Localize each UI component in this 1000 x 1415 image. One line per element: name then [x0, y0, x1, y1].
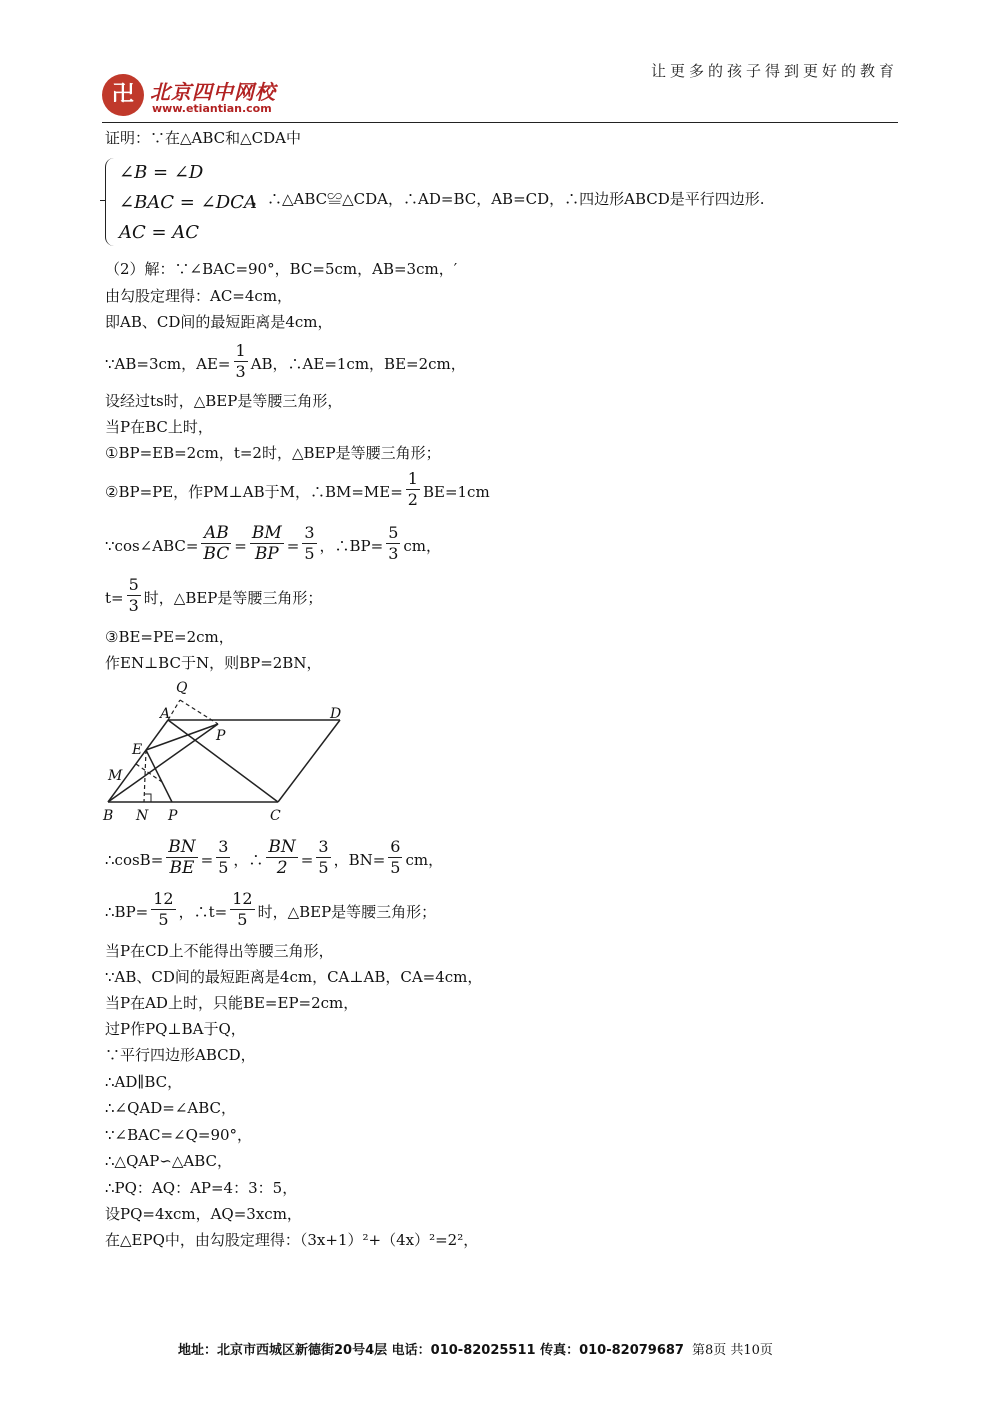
text-line: ∵AB、CD间的最短距离是4cm，CA⊥AB，CA=4cm， — [105, 968, 483, 986]
fraction: $\frac{BM}{BP}$ — [251, 522, 282, 564]
fraction: $\frac{3}{5}$ — [304, 522, 315, 563]
label-P-bottom: P — [168, 808, 178, 824]
fraction: $\frac{5}{3}$ — [128, 574, 139, 615]
text-line: ∴△QAP∽△ABC， — [105, 1152, 233, 1170]
cosB-equation: ∴cosB= $\frac{BN}{BE}$ = $\frac{3}{5}$ ，∴ $\frac{BN}{2}$ = $\frac{3}{5}$ ，BN= $\frac{6}{5}$ cm， — [105, 836, 444, 878]
text-line: 设PQ=4xcm，AQ=3xcm， — [105, 1205, 302, 1223]
text-line-with-fraction: ∵AB=3cm，AE= $\frac{1}{3}$ AB，∴AE=1cm，BE=2cm， — [105, 340, 466, 381]
label-A: A — [160, 706, 171, 722]
fraction: $\frac{6}{5}$ — [390, 836, 401, 877]
fraction: $\frac{BN}{2}$ — [268, 836, 296, 878]
parallelogram-figure — [100, 678, 360, 826]
text-line: 由勾股定理得：AC=4cm， — [105, 287, 293, 305]
label-Q: Q — [176, 680, 188, 696]
brace — [105, 158, 114, 246]
label-B: B — [103, 808, 114, 824]
segment-CD — [278, 720, 340, 802]
text-line: 过P作PQ⊥BA于Q， — [105, 1020, 246, 1038]
logo-url: www.etiantian.com — [152, 102, 272, 115]
text-line: ①BP=EB=2cm，t=2时，△BEP是等腰三角形； — [105, 444, 441, 462]
text-line: 即AB、CD间的最短距离是4cm， — [105, 313, 333, 331]
school-logo — [102, 74, 302, 122]
bp-equation: ∴BP= $\frac{12}{5}$ ，∴t= $\frac{12}{5}$ 时，△BEP是等腰三角形； — [105, 888, 437, 929]
footer-contact: 地址：北京市西城区新德街20号4层 电话：010-82025511 传真：010-82079687 — [178, 1343, 684, 1358]
page-footer — [178, 1339, 773, 1358]
label-M: M — [108, 768, 123, 784]
label-D: D — [330, 706, 342, 722]
text-line: ∴∠QAD=∠ABC， — [105, 1099, 237, 1117]
text-line: 当P在CD上不能得出等腰三角形， — [105, 942, 334, 960]
fraction: $\frac{12}{5}$ — [232, 888, 253, 929]
header-divider — [102, 122, 898, 123]
fraction: $\frac{AB}{BC}$ — [203, 522, 230, 564]
equation-2: ∠BAC = ∠DCA — [119, 192, 257, 213]
page-number: 第8页 共10页 — [691, 1343, 773, 1358]
logo-seal-icon: 卍 — [102, 74, 144, 116]
text-line-with-fraction: ②BP=PE，作PM⊥AB于M，∴BM=ME= $\frac{1}{2}$ BE=1cm — [105, 468, 490, 509]
cos-equation: ∵cos∠ABC= $\frac{AB}{BC}$ = $\frac{BM}{BP}$ = $\frac{3}{5}$ ，∴BP= $\frac{5}{3}$ cm， — [105, 522, 441, 564]
label-P-top: P — [216, 728, 226, 744]
proof-intro: 证明：∵在△ABC和△CDA中 — [105, 129, 302, 147]
equation-1: ∠B = ∠D — [119, 162, 204, 183]
right-angle-mark — [144, 794, 151, 802]
text-line: 当P在BC上时， — [105, 418, 213, 436]
proof-conclusion: ，∴△ABC≌△CDA，∴AD=BC，AB=CD，∴四边形ABCD是平行四边形. — [252, 190, 765, 208]
fraction: $\frac{3}{5}$ — [318, 836, 329, 877]
segment-BP-top — [108, 724, 218, 802]
fraction: $\frac{12}{5}$ — [153, 888, 174, 929]
logo-name: 北京四中网校 — [150, 80, 276, 104]
text-line: ∵平行四边形ABCD， — [105, 1046, 256, 1064]
text-line-with-fraction: t= $\frac{5}{3}$ 时，△BEP是等腰三角形； — [105, 574, 323, 615]
text-line: （2）解：∵∠BAC=90°，BC=5cm，AB=3cm，′ — [105, 260, 458, 278]
label-N: N — [136, 808, 149, 824]
fraction: $\frac{BN}{BE}$ — [168, 836, 196, 878]
segment-BA — [108, 720, 168, 802]
label-E: E — [132, 742, 143, 758]
text-line: 作EN⊥BC于N，则BP=2BN， — [105, 654, 322, 672]
text-line: 设经过ts时，△BEP是等腰三角形， — [105, 392, 343, 410]
header-slogan: 让更多的孩子得到更好的教育 — [650, 62, 898, 80]
segment-EP-top — [146, 724, 218, 750]
label-C: C — [270, 808, 281, 824]
fraction: $\frac{5}{3}$ — [388, 522, 399, 563]
equation-3: AC = AC — [119, 222, 200, 243]
text-line: ③BE=PE=2cm， — [105, 628, 234, 646]
text-line: ∴AD∥BC， — [105, 1073, 183, 1091]
text-line: ∴PQ：AQ：AP=4：3：5， — [105, 1179, 298, 1197]
text-line: 在△EPQ中，由勾股定理得：（3x+1）²+（4x）²=2²， — [105, 1231, 479, 1249]
fraction: $\frac{3}{5}$ — [218, 836, 229, 877]
fraction: $\frac{1}{3}$ — [235, 340, 246, 381]
fraction: $\frac{1}{2}$ — [407, 468, 418, 509]
text-line: 当P在AD上时，只能BE=EP=2cm， — [105, 994, 359, 1012]
text-line: ∵∠BAC=∠Q=90°， — [105, 1126, 253, 1144]
